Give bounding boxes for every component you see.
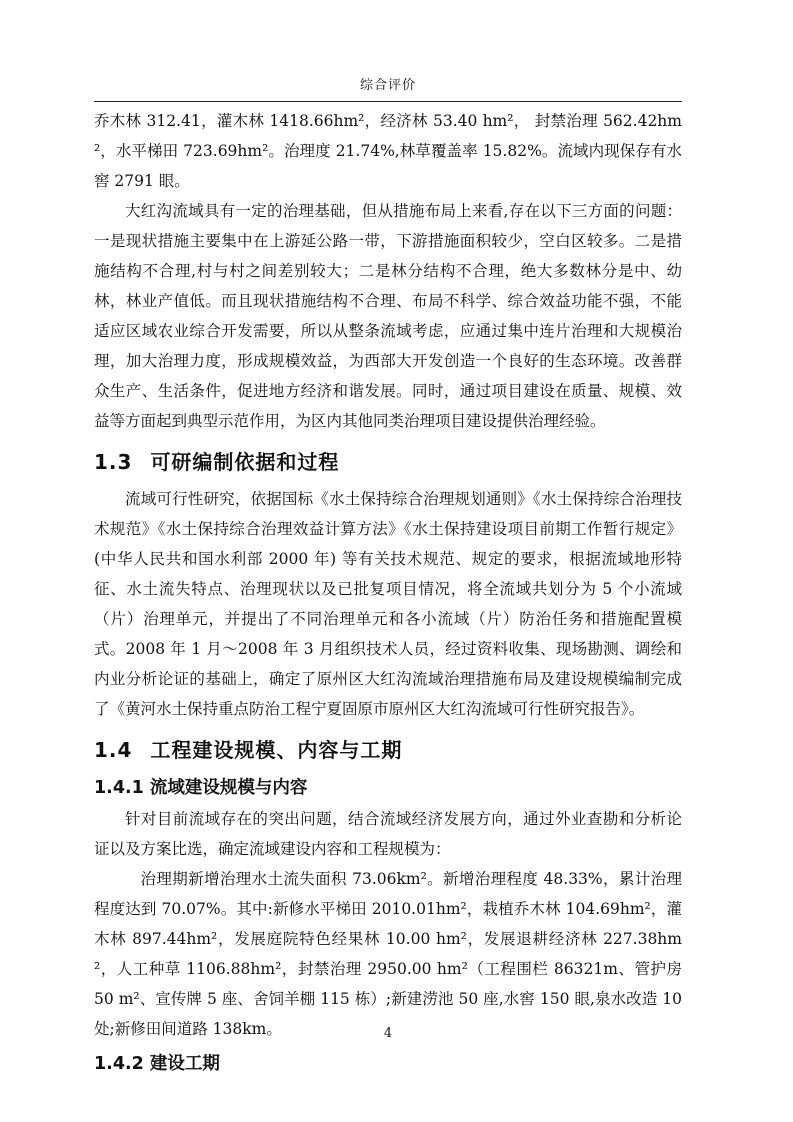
paragraph-construction-intro: 针对目前流域存在的突出问题，结合流域经济发展方向，通过外业查勘和分析论证以及方案比选，确定流域建设内容和工程规模为： — [94, 810, 682, 858]
paragraph-land-use-stats: 乔木林 312.41，灌木林 1418.66hm²，经济林 53.40 hm²， 封禁治理 562.42hm²，水平梯田 723.69hm²。治理度 21.74%,林草覆盖率 15.82%。流域内现保存有水窖 2791 眼。 — [94, 112, 682, 190]
subsection-heading-1-4-1 — [94, 772, 682, 804]
subsection-number: 1.4.2 — [94, 1054, 144, 1074]
section-number: 1.3 — [94, 450, 133, 474]
section-title: 工程建设规模、内容与工期 — [150, 738, 403, 762]
subsection-number: 1.4.1 — [94, 778, 144, 798]
section-number: 1.4 — [94, 738, 133, 762]
paragraph-existing-problems: 大红沟流域具有一定的治理基础，但从措施布局上来看,存在以下三方面的问题：一是现状措施主要集中在上游延公路一带，下游措施面积较少，空白区较多。二是措施结构不合理,村与村之间差别较大；二是林分结构不合理，绝大多数林分是中、幼林，林业产值低。而且现状措施结构不合理、布局不科学、综合效益功能不强，不能适应区域农业综合开发需要，所以从整条流域考虑，应通过集中连片治理和大规模治理，加大治理力度，形成规模效益，为西部大开发创造一个良好的生态环境。改善群众生产、生活条件，促进地方经济和谐发展。同时，通过项目建设在质量、规模、效益等方面起到典型示范作用，为区内其他同类治理项目建设提供治理经验。 — [94, 202, 682, 430]
section-heading-1-3 — [94, 444, 682, 480]
header-divider — [94, 101, 682, 102]
running-header: 综合评价 — [359, 78, 416, 93]
page-number: 4 — [383, 1026, 393, 1041]
page-content — [94, 106, 682, 1080]
section-title: 可研编制依据和过程 — [150, 450, 340, 474]
paragraph-feasibility-basis: 流域可行性研究，依据国标《水土保持综合治理规划通则》《水土保持综合治理技术规范》《水土保持综合治理效益计算方法》《水土保持建设项目前期工作暂行规定》(中华人民共和国水利部 2000 年) 等有关技术规范、规定的要求，根据流域地形特征、水土流失特点、治理现状以及已批复项目情况，将全流域共划分为 5 个小流域（片）治理单元，并提出了不同治理单元和各小流域（片）防治任务和措施配置模式。2008 年 1 月～2008 年 3 月组织技术人员，经过资料收集、现场勘测、调绘和内业分析论证的基础上，确定了原州区大红沟流域治理措施布局及建设规模编制完成了《黄河水土保持重点防治工程宁夏固原市原州区大红沟流域可行性研究报告》。 — [94, 490, 682, 718]
subsection-title: 建设工期 — [149, 1054, 220, 1074]
paragraph-construction-scale: 治理期新增治理水土流失面积 73.06km²。新增治理程度 48.33%，累计治理程度达到 70.07%。其中:新修水平梯田 2010.01hm²，栽植乔木林 104.69hm²，灌木林 897.44hm²，发展庭院特色经果林 10.00 hm²，发展退耕经济林 227.38hm²，人工种草 1106.88hm²，封禁治理 2950.00 hm²（工程围栏 86321m、管护房 50 m²、宣传牌 5 座、舍饲羊棚 115 栋）;新建涝池 50 座,水窖 150 眼,泉水改造 10 处;新修田间道路 138km。 — [94, 870, 682, 1038]
subsection-heading-1-4-2 — [94, 1048, 682, 1080]
subsection-title: 流域建设规模与内容 — [149, 778, 308, 798]
section-heading-1-4 — [94, 732, 682, 768]
